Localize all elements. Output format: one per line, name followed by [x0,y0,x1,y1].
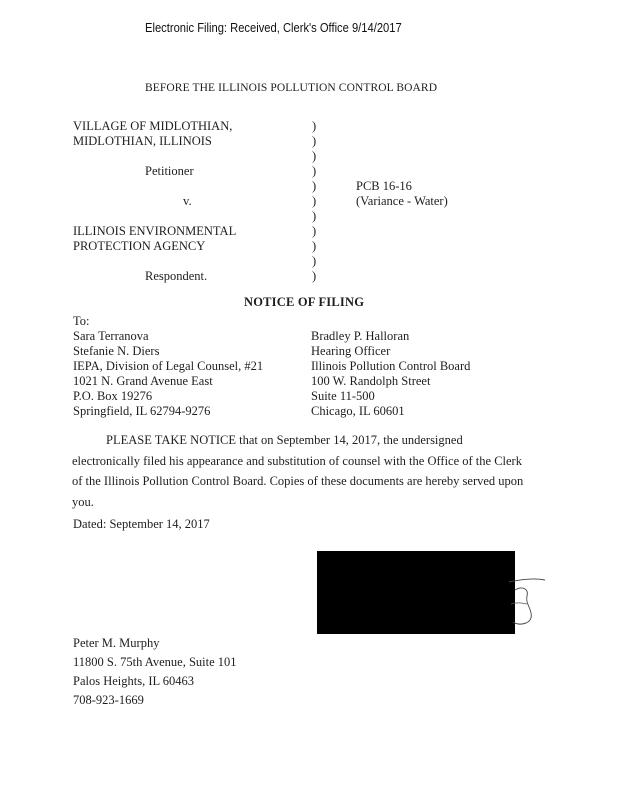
petitioner-name-line-1: VILLAGE OF MIDLOTHIAN, [73,119,233,133]
caption-paren: ) [312,254,317,268]
respondent-role: Respondent. [145,269,208,283]
caption-paren: ) [312,134,317,148]
filing-stamp: Electronic Filing: Received, Clerk's Office 9/14/2017 [145,20,402,35]
notice-paragraph: PLEASE TAKE NOTICE that on September 14, 2017, the undersigned electronically filed his appearance and substitution of counsel with the Office of the Clerk of the Illinois Pollution Control Board. Copies of these documents are hereby served upon you. [72,433,524,509]
caption-paren: ) [312,179,317,193]
to-label: To: [73,314,90,328]
respondent-name-line-1: ILLINOIS ENVIRONMENTAL [73,224,237,238]
respondent-name-line-2: PROTECTION AGENCY [73,239,206,253]
signature-stroke-icon [505,570,555,630]
recipient-left-line: Stefanie N. Diers [73,344,160,358]
signer-phone: 708-923-1669 [73,693,144,707]
caption-paren: ) [312,194,317,208]
case-number: PCB 16-16 [356,179,412,193]
recipient-left-line: 1021 N. Grand Avenue East [73,374,213,388]
caption-paren: ) [312,269,317,283]
recipient-right-line: Suite 11-500 [311,389,375,403]
recipient-left-line: Springfield, IL 62794-9276 [73,404,211,418]
dated-line: Dated: September 14, 2017 [73,517,210,531]
caption-paren: ) [312,149,317,163]
recipient-left-line: P.O. Box 19276 [73,389,153,403]
recipient-right-line: Bradley P. Halloran [311,329,410,343]
petitioner-role: Petitioner [145,164,194,178]
caption-paren: ) [312,119,317,133]
document-title: NOTICE OF FILING [244,295,365,309]
petitioner-name-line-2: MIDLOTHIAN, ILLINOIS [73,134,212,148]
recipient-left-line: Sara Terranova [73,329,149,343]
recipient-right-line: Illinois Pollution Control Board [311,359,471,373]
case-type: (Variance - Water) [356,194,448,208]
signer-name: Peter M. Murphy [73,636,160,650]
recipient-right-line: Chicago, IL 60601 [311,404,405,418]
court-heading: BEFORE THE ILLINOIS POLLUTION CONTROL BOARD [145,82,438,94]
caption-paren: ) [312,224,317,238]
versus: v. [183,194,192,208]
redacted-signature [317,551,515,634]
recipient-right-line: 100 W. Randolph Street [311,374,431,388]
caption-paren: ) [312,164,317,178]
signer-address-line: Palos Heights, IL 60463 [73,674,195,688]
caption-paren: ) [312,239,317,253]
recipient-left-line: IEPA, Division of Legal Counsel, #21 [73,359,264,373]
recipient-right-line: Hearing Officer [311,344,391,358]
signer-address-line: 11800 S. 75th Avenue, Suite 101 [73,655,237,669]
caption-paren: ) [312,209,317,223]
